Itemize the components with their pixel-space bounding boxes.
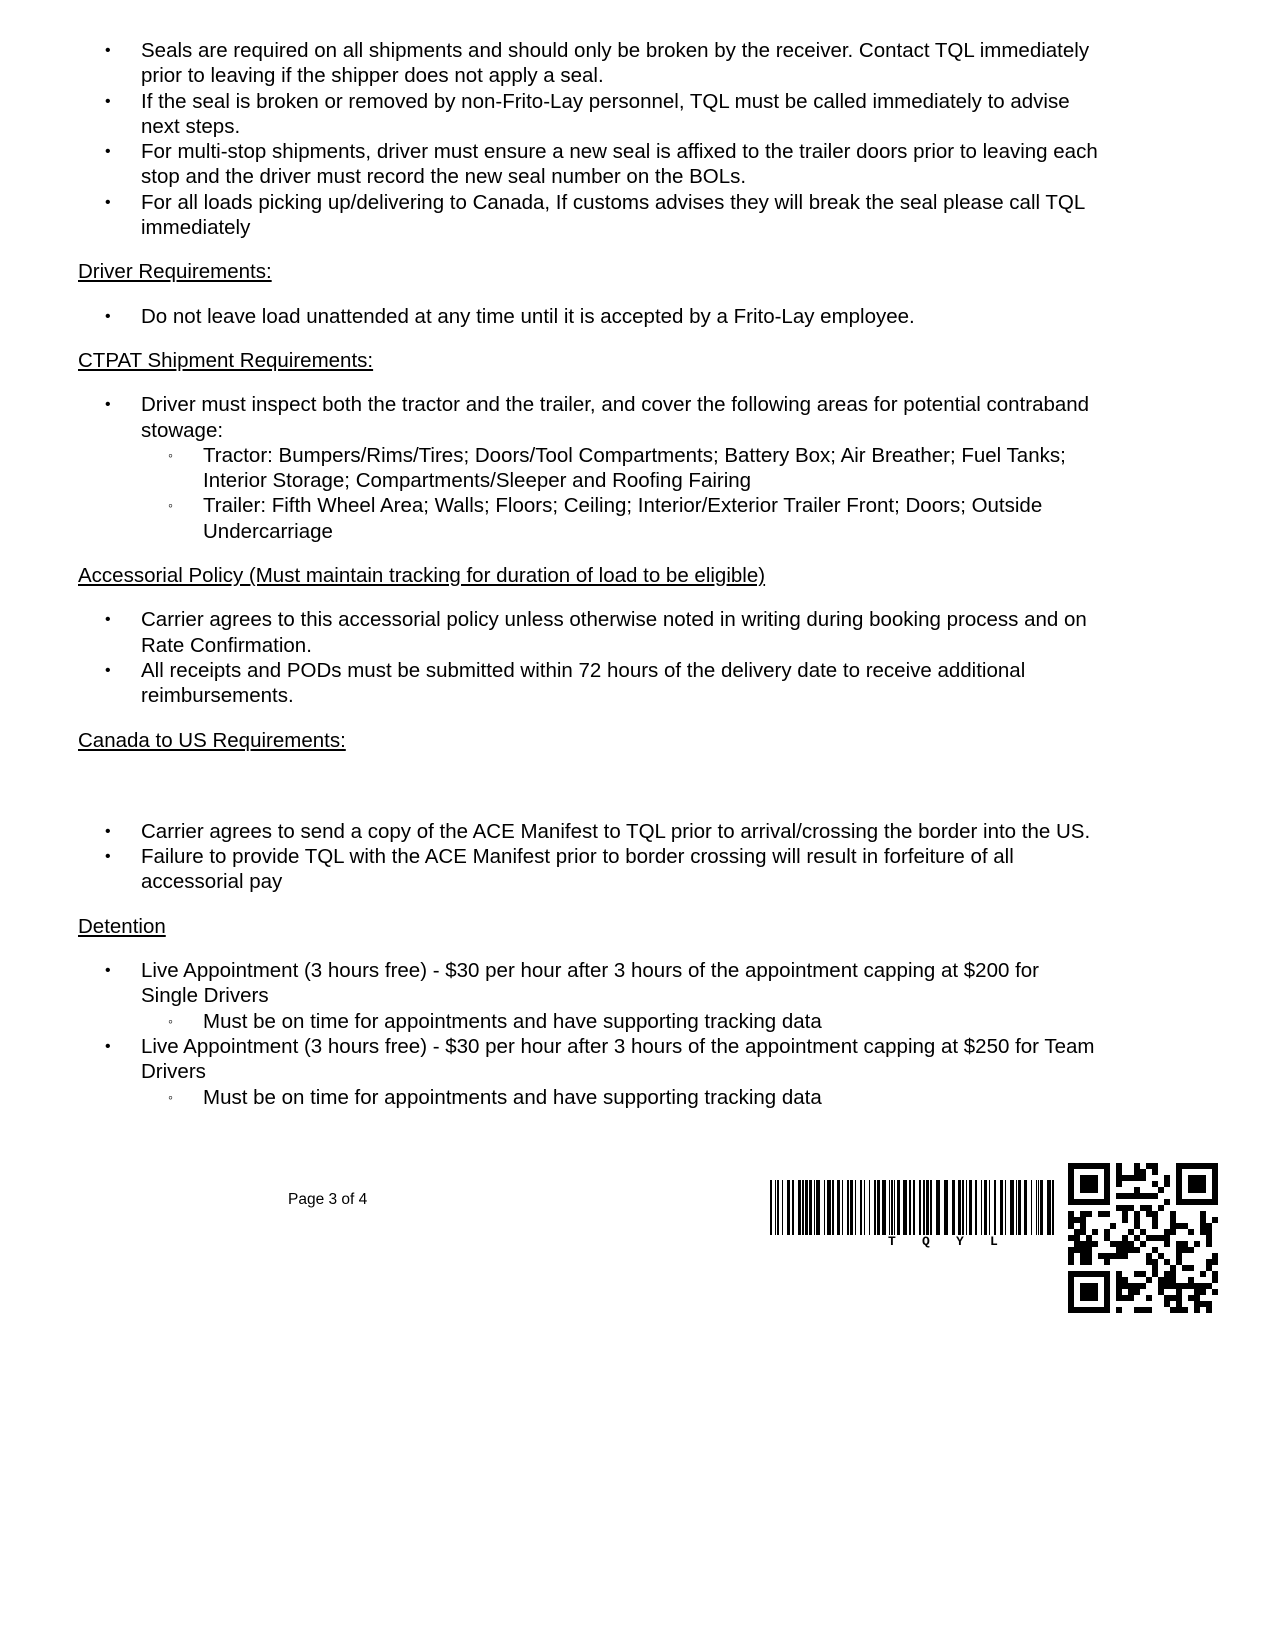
- list-item: [78, 392, 1098, 544]
- list-item-text: Live Appointment (3 hours free) - $30 per hour after 3 hours of the appointment capping at $250 for Team Drivers: [141, 1034, 1095, 1084]
- list-item-text: Live Appointment (3 hours free) - $30 per hour after 3 hours of the appointment capping at $200 for Single Drivers: [141, 959, 1040, 1008]
- sub-list-item: ◦ Must be on time for appointments and have supporting tracking data: [141, 1085, 1098, 1110]
- ctpat-list: [78, 392, 1098, 544]
- barcode-char: T: [888, 1234, 896, 1249]
- ctpat-sublist: [141, 443, 1098, 544]
- driver-requirements-heading: Driver Requirements:: [78, 260, 272, 284]
- detention-sublist: [141, 1009, 1098, 1034]
- seal-list: [78, 38, 1098, 240]
- barcode-char: L: [990, 1234, 998, 1249]
- list-item: • Do not leave load unattended at any time until it is accepted by a Frito-Lay employee.: [78, 304, 1098, 329]
- list-item-text: Driver must inspect both the tractor and the trailer, and cover the following areas for potential contraband stowage:: [141, 393, 1090, 442]
- canada-list: [78, 819, 1098, 895]
- barcode-icon: [770, 1180, 1054, 1235]
- detention-list: [78, 958, 1098, 1110]
- barcode-char: Q: [922, 1234, 930, 1249]
- list-item: [78, 1034, 1098, 1110]
- list-item: • For multi-stop shipments, driver must ensure a new seal is affixed to the trailer doors prior to leaving each stop and the driver must record the new seal number on the BOLs.: [78, 139, 1098, 190]
- list-item: • For all loads picking up/delivering to Canada, If customs advises they will break the seal please call TQL immediately: [78, 190, 1098, 241]
- sub-list-item: ◦ Tractor: Bumpers/Rims/Tires; Doors/Tool Compartments; Battery Box; Air Breather; Fuel Tanks; Interior Storage; Compartments/Sleeper and Roofing Fairing: [141, 443, 1098, 494]
- ctpat-heading: CTPAT Shipment Requirements:: [78, 348, 374, 372]
- sub-list-item: ◦ Trailer: Fifth Wheel Area; Walls; Floors; Ceiling; Interior/Exterior Trailer Front; Doors; Outside Undercarriage: [141, 493, 1098, 544]
- accessorial-list: [78, 607, 1098, 708]
- canada-to-us-heading: Canada to US Requirements:: [78, 728, 346, 752]
- list-item: • Carrier agrees to send a copy of the ACE Manifest to TQL prior to arrival/crossing the border into the US.: [78, 819, 1098, 844]
- detention-sublist: [141, 1085, 1098, 1110]
- qr-code-icon: [1068, 1163, 1218, 1313]
- list-item: • Seals are required on all shipments and should only be broken by the receiver. Contact TQL immediately prior to leaving if the shipper does not apply a seal.: [78, 38, 1098, 89]
- document-body: [78, 38, 1098, 1110]
- list-item: • Carrier agrees to this accessorial policy unless otherwise noted in writing during booking process and on Rate Confirmation.: [78, 607, 1098, 658]
- accessorial-policy-heading: Accessorial Policy (Must maintain tracking for duration of load to be eligible): [78, 564, 766, 588]
- driver-requirements-list: [78, 304, 1098, 329]
- barcode-char: Y: [956, 1234, 964, 1249]
- detention-heading: Detention: [78, 914, 166, 938]
- page-number: Page 3 of 4: [288, 1191, 368, 1208]
- list-item: [78, 958, 1098, 1034]
- list-item: • All receipts and PODs must be submitted within 72 hours of the delivery date to receive additional reimbursements.: [78, 658, 1098, 709]
- list-item: • If the seal is broken or removed by non-Frito-Lay personnel, TQL must be called immediately to advise next steps.: [78, 89, 1098, 140]
- list-item: • Failure to provide TQL with the ACE Manifest prior to border crossing will result in forfeiture of all accessorial pay: [78, 844, 1098, 895]
- sub-list-item: ◦ Must be on time for appointments and have supporting tracking data: [141, 1009, 1098, 1034]
